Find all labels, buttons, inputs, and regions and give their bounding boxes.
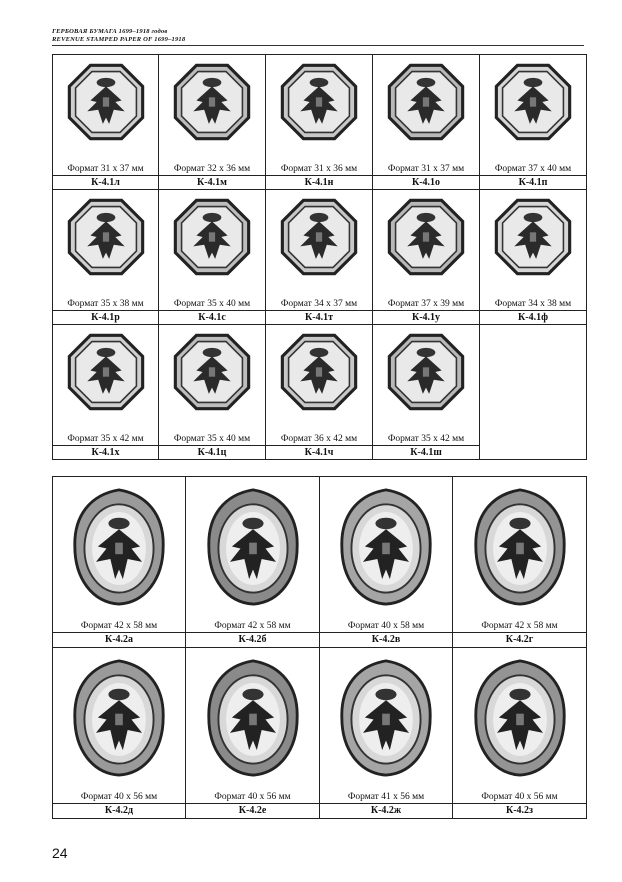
catalog-code: К-4.1о	[373, 176, 480, 190]
format-caption: Формат 35 х 40 мм	[173, 434, 251, 444]
octagonal-stamp-image	[67, 63, 145, 146]
stamp-image-cell	[186, 477, 320, 633]
format-caption: Формат 40 х 56 мм	[481, 792, 558, 802]
stamp-image-cell	[266, 190, 373, 311]
running-header	[52, 28, 584, 46]
format-caption: Формат 31 х 37 мм	[387, 164, 465, 174]
stamp-image-cell	[53, 325, 159, 446]
catalog-code: К-4.1ч	[266, 446, 373, 460]
catalog-code: К-4.1т	[266, 311, 373, 325]
octagonal-stamp-image	[387, 198, 465, 281]
format-caption: Формат 36 х 42 мм	[280, 434, 358, 444]
octagonal-stamp-image	[173, 198, 251, 281]
stamp-image-cell	[373, 55, 480, 176]
octagonal-stamp-image	[494, 63, 572, 146]
octagonal-stamp-image	[494, 198, 572, 281]
stamp-image-cell	[373, 325, 480, 446]
format-caption: Формат 37 х 39 мм	[387, 299, 465, 309]
octagonal-stamp-image	[67, 198, 145, 281]
format-caption: Формат 40 х 56 мм	[80, 792, 158, 802]
oval-stamp-image	[205, 487, 301, 612]
stamp-image-cell	[159, 190, 266, 311]
catalog-code: К-4.2в	[320, 633, 453, 648]
header-title-en: REVENUE STAMPED PAPER OF 1699–1918	[52, 36, 186, 43]
page-number: 24	[52, 845, 68, 861]
oval-stamp-image	[472, 658, 568, 783]
format-caption: Формат 31 х 36 мм	[280, 164, 358, 174]
format-caption: Формат 37 х 40 мм	[494, 164, 572, 174]
catalog-code: К-4.2г	[453, 633, 587, 648]
catalog-code: К-4.1л	[53, 176, 159, 190]
format-caption: Формат 34 х 37 мм	[280, 299, 358, 309]
empty-cell	[480, 325, 587, 460]
catalog-code: К-4.2д	[53, 804, 186, 819]
oval-stamp-image	[338, 658, 434, 783]
stamp-image-cell	[453, 648, 587, 804]
octagonal-stamp-image	[173, 333, 251, 416]
oval-stamp-image	[205, 658, 301, 783]
stamp-image-cell	[266, 55, 373, 176]
stamp-image-cell	[480, 190, 587, 311]
format-caption: Формат 31 х 37 мм	[67, 164, 144, 174]
catalog-code: К-4.1п	[480, 176, 587, 190]
format-caption: Формат 35 х 38 мм	[67, 299, 144, 309]
stamp-image-cell	[159, 55, 266, 176]
format-caption: Формат 42 х 58 мм	[214, 621, 291, 631]
stamp-image-cell	[266, 325, 373, 446]
stamp-image-cell	[320, 648, 453, 804]
catalog-code: К-4.1с	[159, 311, 266, 325]
catalog-code: К-4.1м	[159, 176, 266, 190]
octagonal-stamp-image	[387, 63, 465, 146]
header-rule	[52, 45, 584, 46]
format-caption: Формат 35 х 42 мм	[387, 434, 465, 444]
format-caption: Формат 40 х 58 мм	[347, 621, 425, 631]
oval-stamp-image	[472, 487, 568, 612]
stamp-image-cell	[53, 477, 186, 633]
stamp-table-k42	[52, 476, 587, 819]
octagonal-stamp-image	[173, 63, 251, 146]
catalog-code: К-4.1ц	[159, 446, 266, 460]
format-caption: Формат 32 х 36 мм	[173, 164, 251, 174]
stamp-image-cell	[373, 190, 480, 311]
stamp-image-cell	[53, 55, 159, 176]
stamp-image-cell	[159, 325, 266, 446]
stamp-image-cell	[53, 190, 159, 311]
catalog-code: К-4.1р	[53, 311, 159, 325]
stamp-image-cell	[53, 648, 186, 804]
format-caption: Формат 35 х 42 мм	[67, 434, 144, 444]
oval-stamp-image	[71, 487, 167, 612]
catalog-code: К-4.1ф	[480, 311, 587, 325]
format-caption: Формат 34 х 38 мм	[494, 299, 572, 309]
catalog-code: К-4.1х	[53, 446, 159, 460]
format-caption: Формат 42 х 58 мм	[80, 621, 158, 631]
catalog-code: К-4.1ш	[373, 446, 480, 460]
octagonal-stamp-image	[280, 63, 358, 146]
format-caption: Формат 40 х 56 мм	[214, 792, 291, 802]
stamp-image-cell	[453, 477, 587, 633]
catalog-code: К-4.2а	[53, 633, 186, 648]
stamp-image-cell	[186, 648, 320, 804]
stamp-image-cell	[480, 55, 587, 176]
catalog-code: К-4.2ж	[320, 804, 453, 819]
format-caption: Формат 35 х 40 мм	[173, 299, 251, 309]
octagonal-stamp-image	[280, 198, 358, 281]
stamp-table-k41	[52, 54, 587, 460]
octagonal-stamp-image	[387, 333, 465, 416]
format-caption: Формат 41 х 56 мм	[347, 792, 425, 802]
catalog-code: К-4.1н	[266, 176, 373, 190]
oval-stamp-image	[338, 487, 434, 612]
catalog-code: К-4.2з	[453, 804, 587, 819]
catalog-code: К-4.2б	[186, 633, 320, 648]
octagonal-stamp-image	[67, 333, 145, 416]
header-title-ru: ГЕРБОВАЯ БУМАГА 1699–1918 годов	[52, 28, 168, 35]
oval-stamp-image	[71, 658, 167, 783]
format-caption: Формат 42 х 58 мм	[481, 621, 558, 631]
catalog-code: К-4.2е	[186, 804, 320, 819]
stamp-image-cell	[320, 477, 453, 633]
catalog-code: К-4.1у	[373, 311, 480, 325]
octagonal-stamp-image	[280, 333, 358, 416]
